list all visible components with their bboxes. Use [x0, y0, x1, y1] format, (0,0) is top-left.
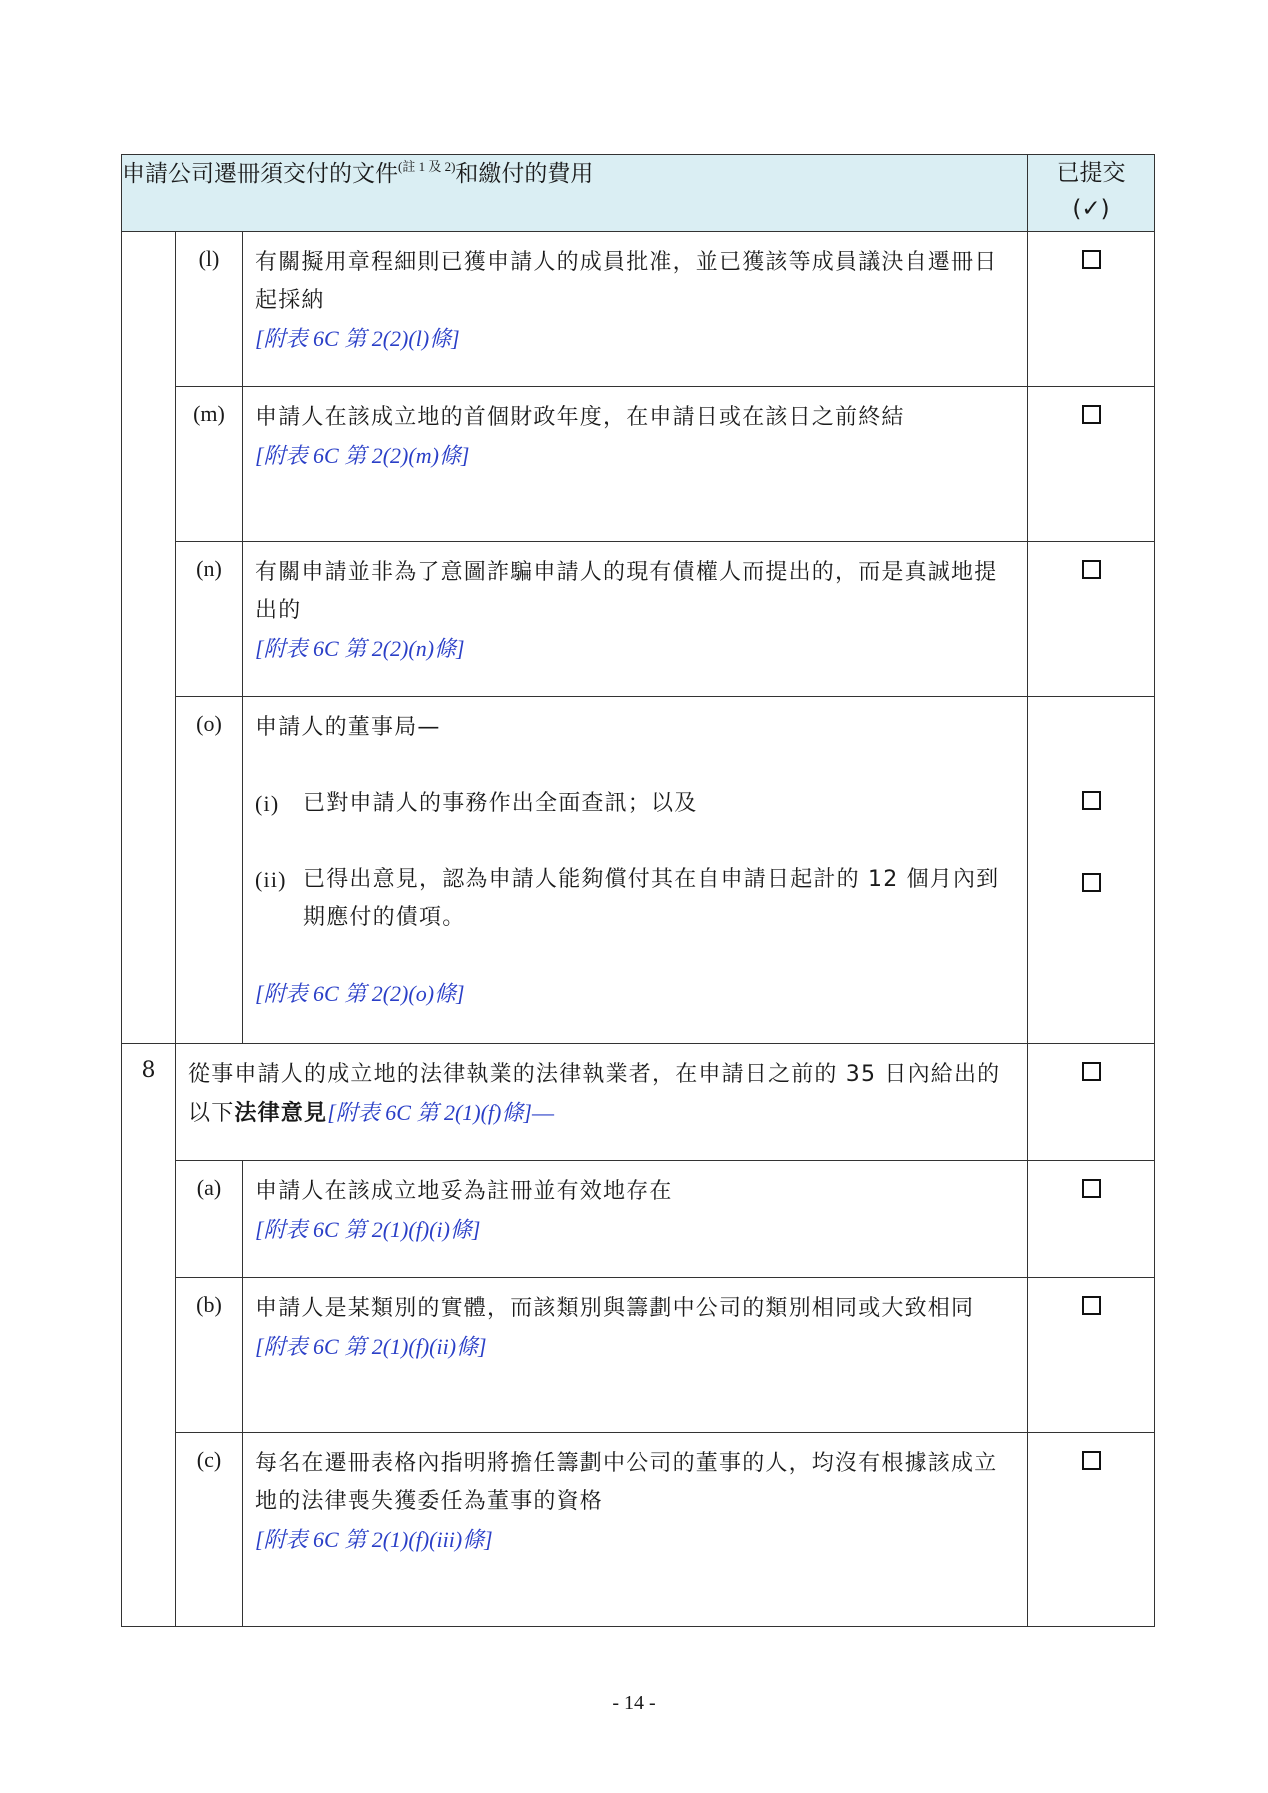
item-index: (o)	[176, 697, 243, 1044]
item-text: 每名在遷冊表格內指明將擔任籌劃中公司的董事的人，均沒有根據該成立地的法律喪失獲委任為董事的資格	[255, 1451, 998, 1514]
item-body	[243, 1161, 1028, 1278]
item-index: (a)	[176, 1161, 243, 1278]
header-title-text: 申請公司遷冊須交付的文件	[122, 161, 398, 187]
submitted-cell	[1028, 1044, 1155, 1161]
table-row	[122, 1433, 1155, 1627]
item-body	[243, 232, 1028, 387]
table-header-row	[122, 155, 1155, 232]
item-body	[243, 1278, 1028, 1433]
item-text: 有關申請並非為了意圖詐騙申請人的現有債權人而提出的，而是真誠地提出的	[255, 560, 998, 623]
section-number: 8	[122, 1044, 176, 1627]
submitted-cell	[1028, 232, 1155, 387]
header-title-suffix: 和繳付的費用	[455, 161, 594, 187]
item-text: 申請人在該成立地妥為註冊並有效地存在	[255, 1179, 673, 1204]
page-number: - 14 -	[612, 1692, 656, 1714]
item-body	[243, 1433, 1028, 1627]
checkbox[interactable]	[1082, 250, 1101, 269]
section-reference: [附表 6C 第 2(1)(f)條]	[327, 1100, 532, 1125]
table-row	[122, 1161, 1155, 1278]
submitted-cell	[1028, 542, 1155, 697]
item-body	[243, 542, 1028, 697]
table-row	[122, 1278, 1155, 1433]
item-index: (b)	[176, 1278, 243, 1433]
checkbox[interactable]	[1082, 560, 1101, 579]
section-text-bold: 法律意見	[234, 1101, 328, 1126]
checkbox[interactable]	[1082, 1296, 1101, 1315]
section-number-cell	[122, 232, 176, 1044]
subitem-label: (i)	[255, 791, 280, 816]
submitted-cell	[1028, 697, 1155, 1044]
subitem	[255, 785, 1017, 823]
item-text: 有關擬用章程細則已獲申請人的成員批准，並已獲該等成員議決自遷冊日起採納	[255, 250, 998, 313]
subitem-text: 已對申請人的事務作出全面查訊；以及	[303, 791, 698, 816]
item-reference: [附表 6C 第 2(1)(f)(ii)條]	[255, 1334, 487, 1359]
item-index: (l)	[176, 232, 243, 387]
submitted-checkmark: (✓)	[1072, 196, 1110, 222]
table-row	[122, 542, 1155, 697]
table-header-title	[122, 155, 1028, 232]
item-reference: [附表 6C 第 2(2)(n)條]	[255, 636, 465, 661]
section-body	[176, 1044, 1028, 1161]
checkbox[interactable]	[1082, 1451, 1101, 1470]
item-text: 申請人是某類別的實體，而該類別與籌劃中公司的類別相同或大致相同	[255, 1296, 975, 1321]
submitted-label: 已提交	[1056, 160, 1126, 186]
item-body	[243, 387, 1028, 542]
checkbox[interactable]	[1082, 1179, 1101, 1198]
item-reference: [附表 6C 第 2(2)(m)條]	[255, 443, 470, 468]
item-index: (n)	[176, 542, 243, 697]
checkbox[interactable]	[1082, 1062, 1101, 1081]
submitted-cell	[1028, 1433, 1155, 1627]
item-index: (m)	[176, 387, 243, 542]
checklist-table	[121, 154, 1155, 1627]
item-reference: [附表 6C 第 2(1)(f)(iii)條]	[255, 1527, 493, 1552]
subitem-label: (ii)	[255, 867, 287, 892]
item-index: (c)	[176, 1433, 243, 1627]
submitted-column-header	[1028, 155, 1155, 232]
checkbox-subitem-i[interactable]	[1082, 791, 1101, 810]
item-reference: [附表 6C 第 2(2)(l)條]	[255, 326, 460, 351]
header-note: (註 1 及 2)	[398, 159, 456, 174]
item-text: 申請人在該成立地的首個財政年度，在申請日或在該日之前終結	[255, 405, 905, 430]
section-text: 從事申請人的成立地的法律執業的法律執業者，在申請日之前的 35 日內給出的以下	[188, 1062, 1001, 1126]
item-body	[243, 697, 1028, 1044]
table-row	[122, 387, 1155, 542]
subitem-text: 已得出意見，認為申請人能夠償付其在自申請日起計的 12 個月內到期應付的債項。	[303, 867, 1000, 930]
submitted-cell	[1028, 1161, 1155, 1278]
item-text: 申請人的董事局—	[255, 715, 441, 740]
submitted-cell	[1028, 387, 1155, 542]
checkbox[interactable]	[1082, 405, 1101, 424]
table-row	[122, 697, 1155, 1044]
checkbox-subitem-ii[interactable]	[1082, 873, 1101, 892]
item-reference: [附表 6C 第 2(1)(f)(i)條]	[255, 1217, 481, 1242]
item-reference: [附表 6C 第 2(2)(o)條]	[255, 981, 465, 1006]
section-dash: —	[531, 1100, 554, 1125]
submitted-cell	[1028, 1278, 1155, 1433]
table-row	[122, 1044, 1155, 1161]
subitem	[255, 861, 1017, 937]
table-row	[122, 232, 1155, 387]
